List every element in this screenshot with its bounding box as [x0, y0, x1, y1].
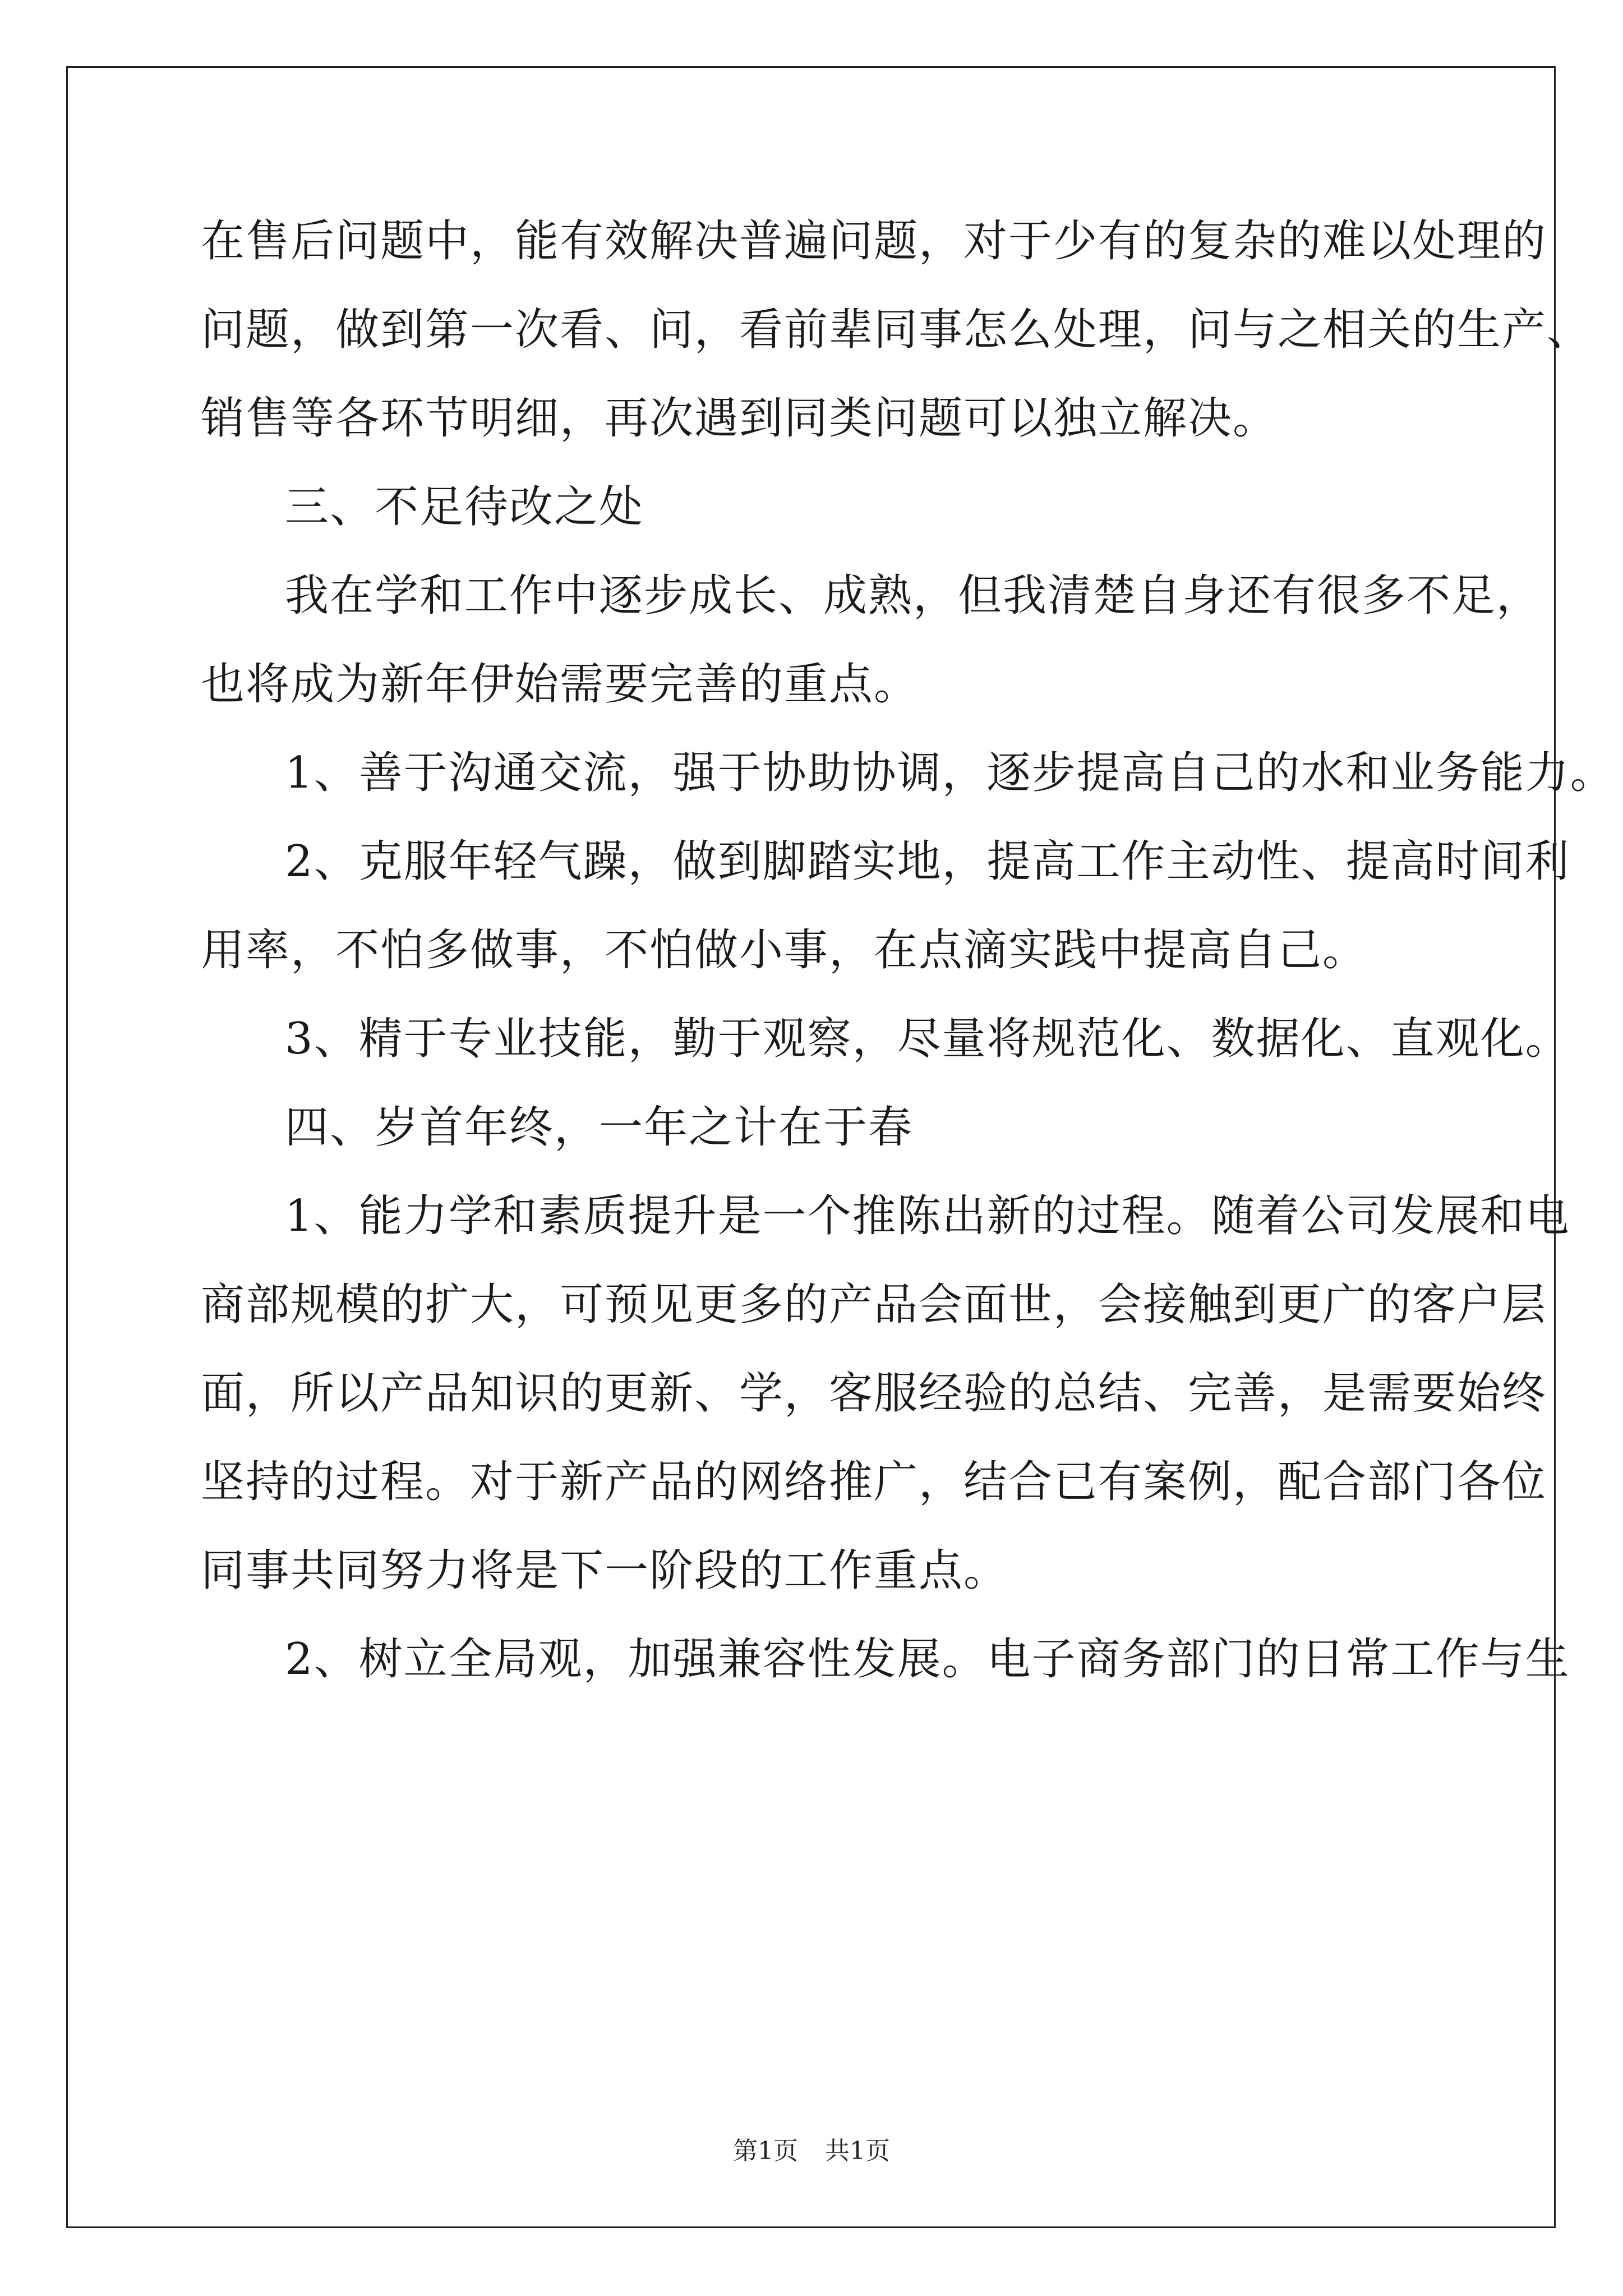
- text-line: 在售后问题中，能有效解决普遍问题，对于少有的复杂的难以处理的: [201, 216, 1547, 266]
- list-item: 2、克服年轻气躁，做到脚踏实地，提高工作主动性、提高时间利: [285, 836, 1570, 887]
- list-item: 3、精于专业技能，勤于观察，尽量将规范化、数据化、直观化。: [285, 1014, 1570, 1064]
- text-line: 也将成为新年伊始需要完善的重点。: [201, 659, 919, 710]
- text-line: 坚持的过程。对于新产品的网络推广，结合已有案例，配合部门各位: [201, 1457, 1547, 1507]
- section-heading: 四、岁首年终，一年之计在于春: [285, 1102, 914, 1153]
- page-total: 共1页: [825, 2137, 890, 2165]
- text-line: 我在学和工作中逐步成长、成熟，但我清楚自身还有很多不足，: [285, 570, 1542, 621]
- text-line: 商部规模的扩大，可预见更多的产品会面世，会接触到更广的客户层: [201, 1280, 1547, 1330]
- text-line: 面，所以产品知识的更新、学，客服经验的总结、完善，是需要始终: [201, 1368, 1547, 1419]
- list-item: 1、能力学和素质提升是一个推陈出新的过程。随着公司发展和电: [285, 1191, 1570, 1241]
- section-heading: 三、不足待改之处: [285, 482, 644, 532]
- list-item: 2、树立全局观，加强兼容性发展。电子商务部门的日常工作与生: [285, 1634, 1570, 1685]
- text-line: 用率，不怕多做事，不怕做小事，在点滴实践中提高自己。: [201, 925, 1368, 976]
- page-number: 第1页: [733, 2137, 798, 2165]
- text-line: 同事共同努力将是下一阶段的工作重点。: [201, 1545, 1009, 1596]
- page-footer: [0, 2136, 1623, 2167]
- text-line: 销售等各环节明细，再次遇到同类问题可以独立解决。: [201, 393, 1278, 444]
- list-item: 1、善于沟通交流，强于协助协调，逐步提高自己的水和业务能力。: [285, 748, 1615, 798]
- text-line: 问题，做到第一次看、问，看前辈同事怎么处理，问与之相关的生产、: [201, 305, 1592, 355]
